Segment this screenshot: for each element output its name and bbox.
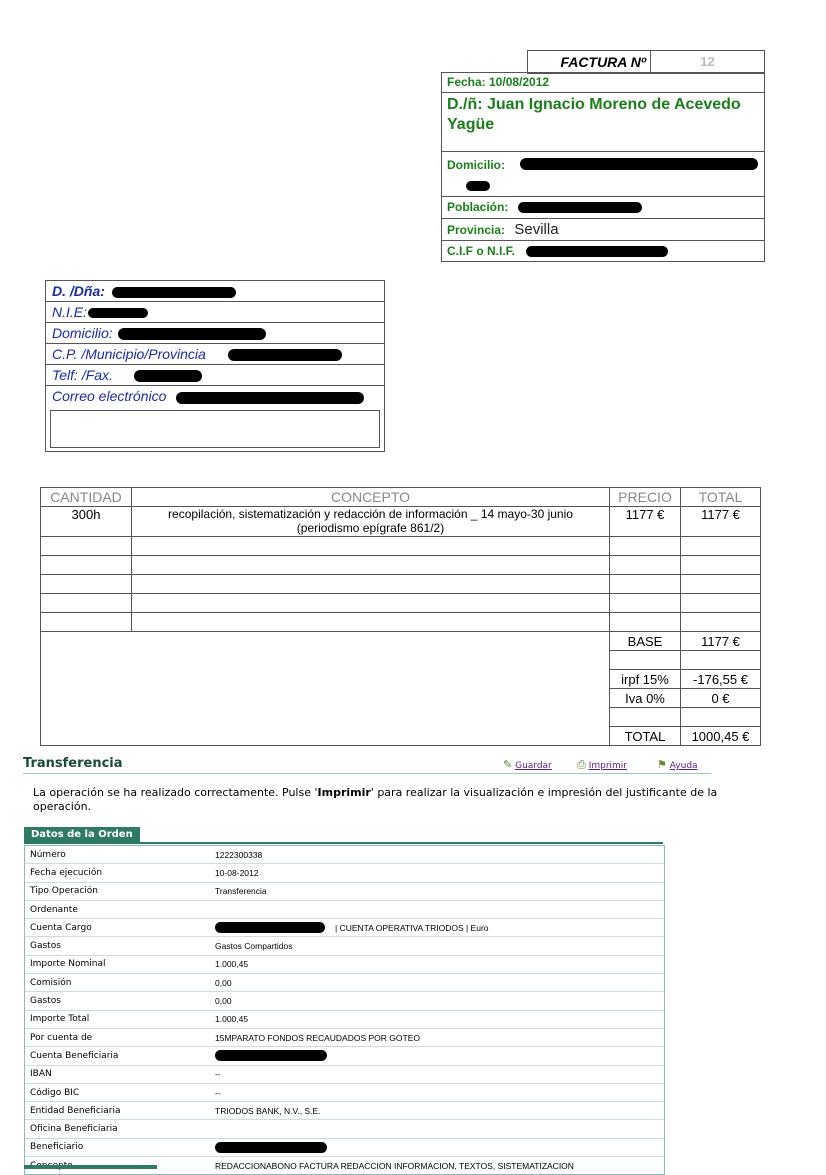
client-box — [45, 280, 385, 452]
issuer-cif-label: C.I.F o N.I.F. — [447, 244, 515, 258]
confirmation-message — [33, 786, 723, 814]
table-row — [41, 556, 761, 575]
redacted-block — [215, 1142, 327, 1153]
item-concepto: recopilación, sistematización y redacción de información _ 14 mayo-30 junio (periodismo epígrafe 861/2) — [132, 507, 610, 537]
table-row — [25, 1066, 664, 1084]
redacted-block — [228, 349, 342, 361]
table-row — [25, 956, 664, 974]
ayuda-link[interactable] — [657, 758, 698, 771]
table-row — [25, 1139, 664, 1157]
order-field-value: | CUENTA OPERATIVA TRIODOS | Euro — [335, 922, 489, 933]
redacted-block — [466, 181, 490, 191]
issuer-cif-row — [442, 241, 764, 261]
message-text: La operación se ha realizado correctamente. Pulse ' — [33, 786, 318, 799]
col-concepto: CONCEPTO — [132, 488, 610, 507]
guardar-link[interactable] — [503, 758, 552, 771]
table-row — [41, 507, 761, 537]
redacted-block — [215, 1050, 327, 1061]
order-field-value: 1.000,45 — [215, 1014, 249, 1025]
redacted-block — [88, 308, 148, 318]
client-telf-label: Telf: /Fax. — [52, 367, 113, 383]
redacted-block — [112, 287, 236, 298]
issuer-provincia-value: Sevilla — [514, 221, 559, 238]
client-cp-label: C.P. /Municipio/Provincia — [52, 346, 206, 362]
iva-label: Iva 0% — [610, 689, 681, 708]
issuer-domicilio-row — [442, 152, 764, 197]
divider — [24, 842, 663, 844]
message-text: ' para realizar la visualización e impresión del justificante de la operación. — [33, 786, 718, 813]
items-table — [40, 487, 761, 746]
table-row — [25, 1120, 664, 1138]
order-field-label: Por cuenta de — [30, 1032, 93, 1043]
order-field-label: Código BIC — [30, 1087, 80, 1098]
total-value: 1000,45 € — [681, 727, 761, 746]
base-label: BASE — [610, 632, 681, 651]
transfer-title: Transferencia — [23, 756, 123, 771]
table-row — [25, 883, 664, 901]
totals-base-row — [41, 632, 761, 651]
order-field-label: Comisión — [30, 977, 72, 988]
redacted-block — [518, 202, 642, 213]
print-icon: ⎙ — [577, 758, 586, 771]
table-row — [41, 537, 761, 556]
item-total: 1177 € — [681, 507, 761, 537]
table-row — [41, 575, 761, 594]
issuer-poblacion-label: Población: — [447, 200, 509, 214]
client-dna-row — [46, 281, 384, 302]
client-dna-label: D. /Dña: — [52, 283, 105, 299]
bottom-tab-bar — [24, 1165, 157, 1169]
table-row — [25, 992, 664, 1010]
table-row — [41, 594, 761, 613]
order-field-label: Tipo Operación — [30, 886, 99, 897]
issuer-domicilio-label: Domicilio: — [447, 158, 506, 172]
order-field-label: Gastos — [30, 996, 61, 1007]
table-row — [25, 846, 664, 864]
issuer-box — [441, 72, 765, 262]
order-field-label: Cuenta Cargo — [30, 922, 92, 933]
imprimir-label[interactable]: Imprimir — [588, 761, 627, 771]
issuer-name: Juan Ignacio Moreno de Acevedo Yagüe — [447, 96, 741, 133]
order-field-label: IBAN — [30, 1069, 52, 1080]
redacted-block — [215, 922, 325, 933]
redacted-block — [134, 370, 202, 382]
order-data-table — [24, 845, 665, 1175]
table-row — [25, 1102, 664, 1120]
order-field-label: Importe Nominal — [30, 959, 106, 970]
item-precio: 1177 € — [610, 507, 681, 537]
redacted-block — [520, 158, 758, 170]
table-row — [25, 919, 664, 937]
client-correo-row — [46, 386, 384, 406]
order-field-label: Cuenta Beneficiaria — [30, 1050, 119, 1061]
order-field-value: 0,00 — [215, 996, 232, 1007]
col-total: TOTAL — [681, 488, 761, 507]
iva-value: 0 € — [681, 689, 761, 708]
order-field-label: Ordenante — [30, 904, 78, 915]
order-field-value: -- — [215, 1087, 221, 1098]
order-field-value: Transferencia — [215, 886, 267, 897]
invoice-number-header — [527, 50, 765, 74]
table-row — [25, 937, 664, 955]
client-nie-row — [46, 302, 384, 323]
table-row — [25, 974, 664, 992]
order-field-value: 0,00 — [215, 977, 232, 988]
order-field-label: Entidad Beneficiaria — [30, 1105, 121, 1116]
invoice-date: Fecha: 10/08/2012 — [442, 73, 764, 93]
client-domicilio-row — [46, 323, 384, 344]
guardar-label[interactable]: Guardar — [515, 761, 552, 771]
redacted-block — [526, 246, 668, 257]
table-row — [25, 864, 664, 882]
order-field-label: Importe Total — [30, 1014, 90, 1025]
redacted-block — [176, 392, 364, 404]
invoice-number-label: FACTURA Nº — [528, 51, 651, 73]
client-nie-label: N.I.E: — [52, 304, 88, 320]
col-precio: PRECIO — [610, 488, 681, 507]
order-data-tab[interactable]: Datos de la Orden — [24, 827, 140, 843]
table-row — [25, 1084, 664, 1102]
order-field-value: 10-08-2012 — [215, 867, 259, 878]
order-field-label: Número — [30, 849, 66, 860]
order-field-value: -- — [215, 1069, 221, 1080]
order-field-value: 15MPARATO FONDOS RECAUDADOS POR GOTEO — [215, 1032, 420, 1043]
table-row — [41, 613, 761, 632]
issuer-name-row — [442, 93, 764, 152]
order-field-label: Gastos — [30, 941, 61, 952]
save-icon: ✎ — [503, 758, 513, 771]
ayuda-label[interactable]: Ayuda — [669, 761, 698, 771]
irpf-value: -176,55 € — [681, 670, 761, 689]
order-field-value: 1.000,45 — [215, 959, 249, 970]
totals-spacer — [41, 632, 610, 746]
order-field-value: REDACCIONABONO FACTURA REDACCION INFORMACION, TEXTOS, SISTEMATIZACION — [215, 1160, 574, 1171]
order-field-label: Beneficiario — [30, 1142, 84, 1153]
issuer-poblacion-row — [442, 197, 764, 219]
client-correo-label: Correo electrónico — [52, 388, 167, 404]
table-row — [25, 1029, 664, 1047]
items-header-row — [41, 488, 761, 507]
item-cantidad: 300h — [41, 507, 132, 537]
client-notes-box — [50, 410, 380, 448]
issuer-provincia-row — [442, 219, 764, 241]
base-value: 1177 € — [681, 632, 761, 651]
invoice-number-value: 12 — [700, 54, 715, 69]
client-cp-row — [46, 344, 384, 365]
table-row — [25, 1011, 664, 1029]
order-field-value: Gastos Compartidos — [215, 941, 293, 952]
total-label: TOTAL — [610, 727, 681, 746]
order-field-label: Fecha ejecución — [30, 867, 103, 878]
client-telf-row — [46, 365, 384, 386]
message-bold: Imprimir — [317, 786, 371, 799]
col-cantidad: CANTIDAD — [41, 488, 132, 507]
table-row — [25, 1047, 664, 1065]
client-domicilio-label: Domicilio: — [52, 325, 113, 341]
order-field-value: 1222300338 — [215, 849, 263, 860]
issuer-provincia-label: Provincia: — [447, 223, 506, 237]
table-row — [25, 901, 664, 919]
order-field-value: TRIODOS BANK, N.V., S.E. — [215, 1105, 321, 1116]
order-field-label: Oficina Beneficiaria — [30, 1124, 118, 1135]
issuer-name-label: D./ñ: — [447, 96, 483, 113]
redacted-block — [118, 328, 266, 340]
help-icon: ⚑ — [657, 758, 667, 771]
irpf-label: irpf 15% — [610, 670, 681, 689]
imprimir-link[interactable] — [577, 758, 627, 772]
divider — [23, 773, 711, 774]
